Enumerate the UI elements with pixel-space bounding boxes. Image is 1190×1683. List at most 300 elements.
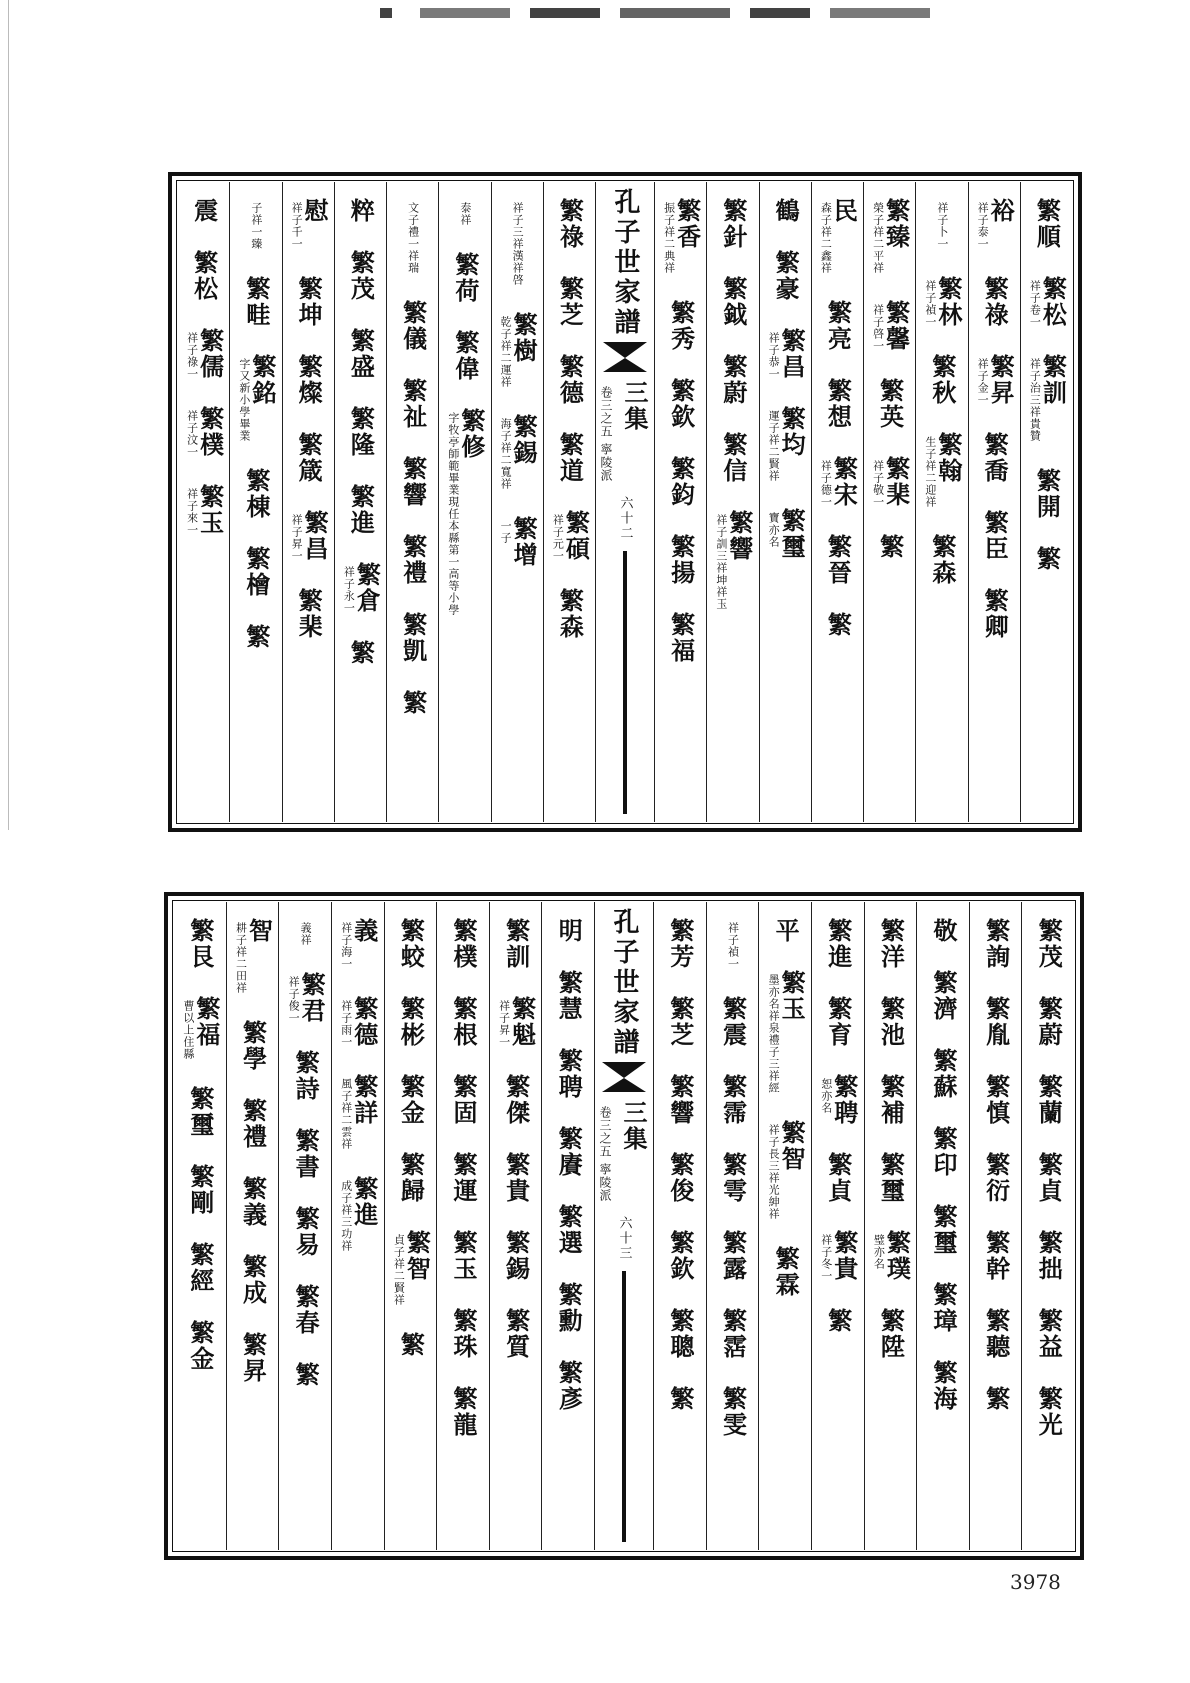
- given-name: 裕: [986, 198, 1016, 224]
- given-name: 繁開: [1032, 468, 1062, 520]
- name-entry: [555, 588, 585, 640]
- name-entry: [876, 1308, 906, 1360]
- given-name: 繁卿: [980, 588, 1010, 640]
- name-entry: [726, 918, 738, 970]
- given-name: 繁茂: [346, 250, 376, 302]
- name-column: [174, 902, 226, 1550]
- given-name: 繁英: [875, 378, 905, 430]
- name-entry: [1034, 1152, 1064, 1204]
- lineage-note: 祥子昇一: [497, 1000, 511, 1048]
- section-label: 卷三之五 寧陵派: [598, 1106, 612, 1202]
- given-name: 繁樸: [448, 918, 478, 970]
- name-entry: [718, 198, 748, 250]
- given-name: 繁響: [398, 456, 428, 508]
- name-entry: [396, 1332, 426, 1358]
- name-entry: [554, 1204, 584, 1256]
- name-entry: [980, 276, 1010, 328]
- name-entry: [185, 484, 225, 536]
- name-entry: [1032, 468, 1062, 520]
- given-name: 繁補: [876, 1074, 906, 1126]
- lineage-note: 字牧亭師範畢業現任本縣第一高等小學: [446, 412, 460, 616]
- name-entry: [771, 198, 801, 224]
- given-name: 繁固: [448, 1074, 478, 1126]
- given-name: 繁昇: [986, 354, 1016, 406]
- given-name: 繁儀: [398, 300, 428, 352]
- name-entry: [450, 330, 480, 382]
- section-label: 卷三之五 寧陵派: [599, 386, 613, 482]
- name-entry: [555, 276, 585, 328]
- name-entry: [185, 406, 225, 458]
- name-entry: [876, 996, 906, 1048]
- given-name: 繁: [875, 534, 905, 560]
- name-column: [229, 182, 281, 822]
- book-title: 孔子世家譜: [609, 908, 639, 1058]
- given-name: 繁益: [1034, 1308, 1064, 1360]
- name-entry: [189, 198, 219, 224]
- given-name: 繁增: [509, 516, 539, 568]
- given-name: 繁銘: [247, 354, 277, 406]
- given-name: 繁昌: [300, 510, 330, 562]
- name-column: [178, 182, 229, 822]
- given-name: 繁易: [291, 1206, 321, 1258]
- given-name: 繁盛: [346, 328, 376, 380]
- name-entry: [346, 484, 376, 536]
- name-entry: [819, 456, 859, 508]
- given-name: 繁樹: [509, 312, 539, 364]
- given-name: 繁金: [185, 1320, 215, 1372]
- name-entry: [981, 918, 1011, 970]
- given-name: 繁錫: [501, 1230, 531, 1282]
- given-name: 繁詩: [291, 1050, 321, 1102]
- given-name: 繁偉: [450, 330, 480, 382]
- given-name: 繁禮: [398, 534, 428, 586]
- name-entry: [980, 510, 1010, 562]
- lineage-note: 祥子敬一: [871, 460, 885, 508]
- lineage-note: 祥子俊一: [287, 976, 301, 1024]
- name-entry: [294, 588, 324, 640]
- name-entry: [718, 1386, 748, 1438]
- name-column: [278, 902, 331, 1550]
- given-name: 繁剛: [185, 1164, 215, 1216]
- lineage-note: 子祥一臻: [249, 202, 263, 250]
- lineage-note: 寶亦名: [767, 512, 781, 548]
- name-column: [543, 182, 595, 822]
- name-entry: [976, 198, 1016, 250]
- name-entry: [189, 250, 219, 302]
- name-entry: [185, 1086, 215, 1138]
- given-name: 繁樸: [195, 406, 225, 458]
- name-entry: [448, 1152, 478, 1204]
- lineage-note: 祥子千一: [290, 202, 304, 250]
- lineage-note: 貞子祥二賢祥: [392, 1234, 406, 1306]
- given-name: 繁進: [346, 484, 376, 536]
- lineage-note: 恕亦名: [819, 1078, 833, 1114]
- name-entry: [501, 1152, 531, 1204]
- given-name: 繁畦: [241, 276, 271, 328]
- given-name: 繁凱: [398, 612, 428, 664]
- given-name: 繁欽: [665, 1230, 695, 1282]
- lineage-note: 璧亦名: [872, 1234, 886, 1270]
- name-column: [654, 182, 706, 822]
- center-title-column: [595, 182, 654, 822]
- name-entry: [1034, 1074, 1064, 1126]
- given-name: 繁海: [928, 1360, 958, 1412]
- given-name: 繁露: [718, 1230, 748, 1282]
- lineage-note: 振子祥二典祥: [662, 202, 676, 274]
- name-entry: [339, 1176, 379, 1252]
- given-name: 繁祉: [398, 378, 428, 430]
- lineage-note: 祥子禎一: [726, 922, 740, 970]
- given-name: 繁幹: [981, 1230, 1011, 1282]
- name-entry: [238, 1098, 268, 1150]
- name-entry: [666, 534, 696, 586]
- name-entry: [238, 1020, 268, 1072]
- columns: [178, 182, 1072, 822]
- given-name: 繁蘭: [1034, 1074, 1064, 1126]
- given-name: 繁響: [665, 1074, 695, 1126]
- given-name: 繁智: [777, 1120, 807, 1172]
- given-name: 繁慧: [554, 970, 584, 1022]
- name-entry: [185, 1164, 215, 1216]
- name-entry: [346, 198, 376, 224]
- given-name: 繁祿: [555, 198, 585, 250]
- name-entry: [398, 300, 428, 352]
- name-entry: [396, 996, 426, 1048]
- given-name: 繁祿: [980, 276, 1010, 328]
- name-entry: [396, 918, 426, 970]
- name-entry: [241, 468, 271, 520]
- given-name: 繁森: [927, 534, 957, 586]
- volume-info: [597, 1100, 651, 1202]
- given-name: 繁經: [185, 1242, 215, 1294]
- name-entry: [448, 1074, 478, 1126]
- name-entry: [767, 328, 807, 380]
- lineage-note: 祥子卷一: [1028, 280, 1042, 328]
- given-name: 繁雩: [718, 1152, 748, 1204]
- genealogy-page-63: [164, 892, 1084, 1560]
- name-column: [864, 902, 917, 1550]
- name-entry: [718, 996, 748, 1048]
- given-name: 明: [554, 918, 584, 944]
- given-name: 繁君: [297, 972, 327, 1024]
- name-entry: [928, 1126, 958, 1178]
- name-column: [489, 902, 542, 1550]
- given-name: 繁宋: [829, 456, 859, 508]
- given-name: 繁: [291, 1362, 321, 1388]
- name-entry: [718, 1152, 748, 1204]
- name-entry: [767, 1120, 807, 1220]
- given-name: 繁艮: [185, 918, 215, 970]
- name-entry: [287, 972, 327, 1024]
- name-entry: [665, 996, 695, 1048]
- name-entry: [980, 432, 1010, 484]
- name-entry: [185, 328, 225, 380]
- given-name: 繁金: [396, 1074, 426, 1126]
- name-entry: [185, 1320, 215, 1372]
- name-entry: [446, 408, 486, 616]
- name-entry: [291, 1284, 321, 1336]
- name-entry: [981, 1386, 1011, 1412]
- given-name: 繁: [981, 1386, 1011, 1412]
- volume-label: 三集: [620, 380, 649, 432]
- name-entry: [294, 276, 324, 328]
- name-entry: [554, 1282, 584, 1334]
- lineage-note: 祥子卜一: [935, 202, 949, 250]
- name-entry: [871, 300, 911, 352]
- name-entry: [767, 970, 807, 1094]
- lineage-note: 祥子金一: [976, 358, 990, 406]
- lineage-note: 曹以上住縣: [181, 1000, 195, 1060]
- name-entry: [346, 250, 376, 302]
- lineage-note: 祥子禎一: [923, 280, 937, 328]
- given-name: 繁: [823, 1308, 853, 1334]
- given-name: 繁俊: [665, 1152, 695, 1204]
- name-entry: [346, 328, 376, 380]
- name-entry: [771, 1246, 801, 1298]
- given-name: 繁貴: [829, 1230, 859, 1282]
- name-entry: [928, 970, 958, 1022]
- given-name: 繁揚: [666, 534, 696, 586]
- given-name: 繁欽: [666, 378, 696, 430]
- name-entry: [876, 1074, 906, 1126]
- given-name: 繁質: [501, 1308, 531, 1360]
- name-entry: [290, 198, 330, 250]
- given-name: 繁貞: [1034, 1152, 1064, 1204]
- given-name: 繁璽: [777, 508, 807, 560]
- name-column: [759, 182, 811, 822]
- page-number: 3978: [1010, 1570, 1061, 1594]
- name-entry: [448, 1308, 478, 1360]
- name-entry: [294, 432, 324, 484]
- name-entry: [241, 276, 271, 328]
- given-name: 繁霖: [771, 1246, 801, 1298]
- given-name: 繁松: [1038, 276, 1068, 328]
- given-name: 繁禮: [238, 1098, 268, 1150]
- given-name: 繁聘: [554, 1048, 584, 1100]
- given-name: 繁芝: [665, 996, 695, 1048]
- name-column: [1020, 182, 1072, 822]
- name-entry: [928, 1048, 958, 1100]
- given-name: 繁勳: [554, 1282, 584, 1334]
- name-entry: [1028, 276, 1068, 328]
- given-name: 粹: [346, 198, 376, 224]
- name-entry: [823, 378, 853, 430]
- name-entry: [871, 198, 911, 274]
- name-column: [915, 182, 967, 822]
- center-title-column: [594, 902, 653, 1550]
- name-entry: [666, 612, 696, 664]
- name-column: [384, 902, 437, 1550]
- given-name: 繁慎: [981, 1074, 1011, 1126]
- name-entry: [398, 378, 428, 430]
- name-column: [758, 902, 811, 1550]
- given-name: 繁根: [448, 996, 478, 1048]
- name-entry: [771, 250, 801, 302]
- given-name: 繁棐: [881, 456, 911, 508]
- name-entry: [976, 354, 1016, 406]
- lineage-note: 祥子治三祥貴贊: [1028, 358, 1042, 442]
- given-name: 繁道: [555, 432, 585, 484]
- name-entry: [819, 198, 859, 274]
- name-entry: [823, 534, 853, 586]
- given-name: 繁芝: [555, 276, 585, 328]
- name-entry: [342, 562, 382, 614]
- given-name: 繁坤: [294, 276, 324, 328]
- given-name: 義: [349, 918, 379, 944]
- name-entry: [499, 414, 539, 490]
- given-name: 繁貴: [501, 1152, 531, 1204]
- name-entry: [396, 1074, 426, 1126]
- columns: [174, 902, 1074, 1550]
- name-entry: [927, 534, 957, 586]
- name-entry: [339, 1074, 379, 1150]
- name-column: [282, 182, 334, 822]
- name-entry: [407, 198, 419, 274]
- name-column: [916, 902, 969, 1550]
- given-name: 繁檜: [241, 546, 271, 598]
- lineage-note: 祥子恭一: [767, 332, 781, 380]
- name-entry: [981, 996, 1011, 1048]
- name-entry: [876, 1152, 906, 1204]
- name-column: [226, 902, 279, 1550]
- name-entry: [923, 432, 963, 508]
- given-name: 繁璽: [185, 1086, 215, 1138]
- name-entry: [1034, 1230, 1064, 1282]
- name-column: [653, 902, 706, 1550]
- name-entry: [767, 508, 807, 560]
- given-name: 繁: [346, 640, 376, 666]
- name-entry: [238, 1176, 268, 1228]
- name-entry: [237, 354, 277, 442]
- given-name: 繁彥: [554, 1360, 584, 1412]
- name-entry: [250, 198, 262, 250]
- name-entry: [554, 1048, 584, 1100]
- name-entry: [1032, 546, 1062, 572]
- given-name: 繁荷: [450, 252, 480, 304]
- name-entry: [501, 1230, 531, 1282]
- lineage-note: 泰祥: [458, 202, 472, 226]
- name-entry: [875, 378, 905, 430]
- given-name: 繁璽: [876, 1152, 906, 1204]
- given-name: 繁林: [933, 276, 963, 328]
- lineage-note: 義祥: [299, 922, 313, 946]
- lineage-note: 祥子元一: [551, 514, 565, 562]
- name-entry: [241, 624, 271, 650]
- name-entry: [398, 534, 428, 586]
- fishtail-mark: [602, 1062, 646, 1078]
- given-name: 繁彬: [396, 996, 426, 1048]
- name-entry: [555, 198, 585, 250]
- name-entry: [718, 1074, 748, 1126]
- given-name: 繁義: [238, 1176, 268, 1228]
- lineage-note: 祥子冬一: [819, 1234, 833, 1282]
- lineage-note: 乾子祥二運祥: [499, 316, 513, 388]
- scan-left-edge: [8, 0, 9, 830]
- lineage-note: 耕子祥二田祥: [234, 922, 248, 994]
- given-name: 繁針: [718, 198, 748, 250]
- given-name: 繁傑: [501, 1074, 531, 1126]
- given-name: 繁蛟: [396, 918, 426, 970]
- given-name: 繁詢: [981, 918, 1011, 970]
- name-entry: [555, 432, 585, 484]
- given-name: 繁印: [928, 1126, 958, 1178]
- name-entry: [823, 300, 853, 352]
- given-name: 繁: [396, 1332, 426, 1358]
- name-column: [706, 182, 758, 822]
- given-name: 繁棐: [294, 588, 324, 640]
- name-entry: [928, 1282, 958, 1334]
- name-entry: [718, 1308, 748, 1360]
- name-entry: [398, 456, 428, 508]
- given-name: 繁衍: [981, 1152, 1011, 1204]
- name-entry: [665, 918, 695, 970]
- given-name: 繁震: [718, 996, 748, 1048]
- lineage-note: 墨亦名祥泉禮子三祥經: [767, 974, 781, 1094]
- name-entry: [1034, 996, 1064, 1048]
- name-entry: [448, 996, 478, 1048]
- given-name: 繁修: [456, 408, 486, 460]
- lineage-note: 祥子長三祥光紳祥: [767, 1124, 781, 1220]
- name-entry: [346, 406, 376, 458]
- given-name: 繁詳: [349, 1074, 379, 1126]
- name-entry: [980, 588, 1010, 640]
- given-name: 繁碩: [561, 510, 591, 562]
- given-name: 繁池: [876, 996, 906, 1048]
- given-name: 繁福: [191, 996, 221, 1048]
- name-entry: [819, 1074, 859, 1126]
- given-name: 繁蘇: [928, 1048, 958, 1100]
- lineage-note: 榮子祥二平祥: [871, 202, 885, 274]
- folio-number: 六十三: [616, 1215, 632, 1261]
- center-bar: [622, 1271, 626, 1542]
- given-name: 繁亮: [823, 300, 853, 352]
- given-name: 繁德: [349, 996, 379, 1048]
- name-column: [968, 182, 1020, 822]
- given-name: 繁昌: [777, 328, 807, 380]
- name-entry: [448, 1386, 478, 1438]
- name-entry: [1032, 198, 1062, 250]
- given-name: 繁: [241, 624, 271, 650]
- given-name: 繁豪: [771, 250, 801, 302]
- name-entry: [718, 276, 748, 328]
- name-entry: [398, 690, 428, 716]
- name-column: [491, 182, 543, 822]
- name-entry: [290, 510, 330, 562]
- given-name: 繁: [398, 690, 428, 716]
- given-name: 繁臻: [881, 198, 911, 250]
- name-column: [438, 182, 490, 822]
- given-name: 慰: [300, 198, 330, 224]
- name-entry: [501, 918, 531, 970]
- name-entry: [181, 996, 221, 1060]
- given-name: 繁育: [823, 996, 853, 1048]
- name-entry: [185, 1242, 215, 1294]
- name-entry: [981, 1074, 1011, 1126]
- name-column: [1021, 902, 1074, 1550]
- name-entry: [1034, 1308, 1064, 1360]
- name-entry: [554, 918, 584, 944]
- given-name: 繁胤: [981, 996, 1011, 1048]
- name-entry: [665, 1308, 695, 1360]
- given-name: 民: [829, 198, 859, 224]
- name-entry: [554, 1126, 584, 1178]
- given-name: 繁歸: [396, 1152, 426, 1204]
- name-entry: [767, 406, 807, 482]
- given-name: 繁信: [718, 432, 748, 484]
- given-name: 繁珠: [448, 1308, 478, 1360]
- given-name: 震: [189, 198, 219, 224]
- name-entry: [241, 546, 271, 598]
